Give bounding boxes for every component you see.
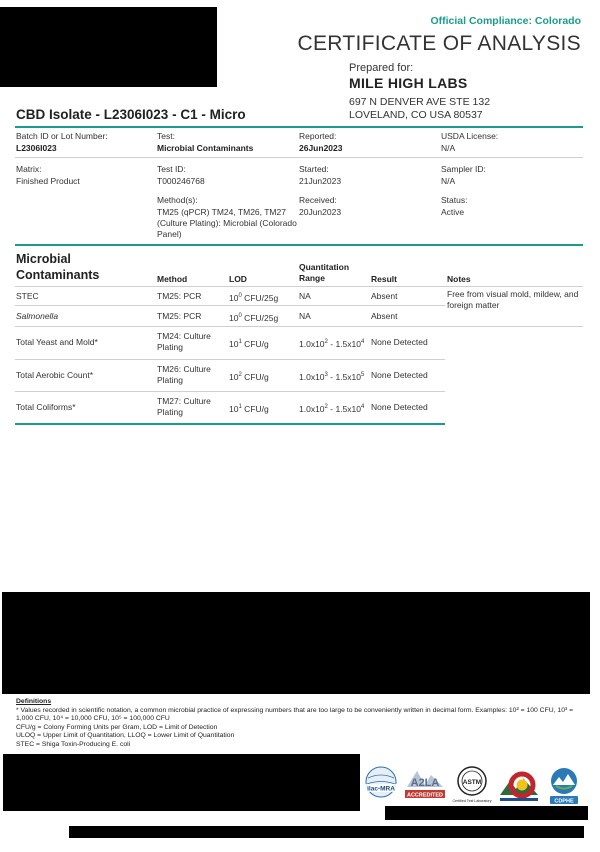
status-value: Active	[441, 207, 465, 217]
title-divider	[15, 126, 583, 128]
result-cell: None Detected	[371, 370, 428, 380]
redaction-logo	[0, 7, 217, 87]
prepared-for-label: Prepared for:	[349, 62, 414, 74]
address-line-1: 697 N DENVER AVE STE 132	[349, 96, 491, 108]
lod-cell: $10^0$ CFU/25g	[229, 292, 279, 303]
lod-cell: $10^1$ CFU/g	[229, 338, 269, 349]
svg-text:ilac-MRA: ilac-MRA	[367, 785, 395, 793]
definition-line: CFU/g = Colony Forming Units per Gram, LOD = Limit of Detection	[16, 723, 218, 731]
header-divider	[15, 286, 583, 287]
reported-value: 26Jun2023	[299, 143, 343, 153]
svg-text:ASTM: ASTM	[462, 779, 482, 786]
result-cell: Absent	[371, 311, 398, 321]
usda-label: USDA License:	[441, 131, 499, 141]
result-cell: None Detected	[371, 337, 428, 347]
methods-label: Method(s):	[157, 195, 198, 205]
method-cell: TM24: Culture Plating	[157, 331, 211, 352]
section-title: Microbial Contaminants	[16, 252, 100, 282]
address-line-2: LOVELAND, CO USA 80537	[349, 109, 483, 121]
testid-label: Test ID:	[157, 164, 186, 174]
testid-value: T000246768	[157, 176, 205, 186]
info-divider-1	[15, 157, 583, 158]
method-cell: TM27: Culture Plating	[157, 396, 211, 417]
client-name: MILE HIGH LABS	[349, 75, 468, 91]
table-bottom-divider	[15, 423, 445, 425]
lod-cell: $10^2$ CFU/g	[229, 371, 269, 382]
range-cell: $1.0x10^3 - 1.5x10^5$	[299, 371, 365, 382]
row-divider	[15, 326, 583, 327]
method-cell: TM25: PCR	[157, 291, 202, 301]
svg-text:Certified Test Laboratory: Certified Test Laboratory	[452, 799, 492, 803]
row-divider	[15, 359, 445, 360]
astm-logo	[450, 764, 494, 806]
product-title: CBD Isolate - L2306I023 - C1 - Micro	[16, 107, 246, 122]
matrix-label: Matrix:	[16, 164, 42, 174]
redaction-footer-right	[385, 806, 588, 820]
test-value: Microbial Contaminants	[157, 143, 254, 153]
definitions	[16, 698, 586, 749]
method-cell: TM26: Culture Plating	[157, 364, 211, 385]
usda-value: N/A	[441, 143, 456, 153]
col-range: Quantitation Range	[299, 262, 350, 283]
col-result: Result	[371, 274, 397, 284]
a2la-logo	[403, 767, 447, 801]
batch-label: Batch ID or Lot Number:	[16, 131, 108, 141]
analyte-cell: Total Aerobic Count*	[16, 370, 94, 380]
lod-cell: $10^0$ CFU/25g	[229, 312, 279, 323]
result-cell: Absent	[371, 291, 398, 301]
received-label: Received:	[299, 195, 337, 205]
started-value: 21Jun2023	[299, 176, 342, 186]
analyte-cell: Total Yeast and Mold*	[16, 337, 98, 347]
definition-line: STEC = Shiga Toxin-Producing E. coli	[16, 740, 131, 748]
definition-line: ULOQ = Upper Limit of Quantitation, LLOQ = Lower Limit of Quantitation	[16, 732, 235, 739]
range-cell: $1.0x10^2 - 1.5x10^4$	[299, 403, 365, 414]
col-method: Method	[157, 274, 188, 284]
status-label: Status:	[441, 195, 468, 205]
svg-text:CDPHE: CDPHE	[554, 798, 574, 805]
lod-cell: $10^1$ CFU/g	[229, 403, 269, 414]
cdphe-logo	[544, 765, 584, 807]
batch-value: L2306I023	[16, 143, 57, 153]
redaction-middle	[2, 592, 590, 694]
sampler-value: N/A	[441, 176, 456, 186]
matrix-value: Finished Product	[16, 176, 80, 186]
range-cell: $1.0x10^2 - 1.5x10^4$	[299, 338, 365, 349]
test-label: Test:	[157, 131, 175, 141]
range-cell: NA	[299, 311, 311, 321]
row-divider	[15, 305, 445, 306]
redaction-footer-left	[3, 754, 360, 811]
methods-value: TM25 (qPCR) TM24, TM26, TM27 (Culture Plating): Microbial (Colorado Panel)	[157, 207, 297, 239]
analyte-cell: Salmonella	[16, 311, 59, 321]
colorado-logo	[496, 765, 542, 807]
row-divider	[15, 391, 445, 392]
svg-text:A2LA: A2LA	[410, 777, 440, 789]
definition-line: * Values recorded in scientific notation, a common microbial practice of expressing numbers that are too large to be conveniently written in decimal form. Examples: 10² = 100 CFU, 10³ = 1,000 CFU, 10⁴ = 10,000 CFU, 10⁵ = 100,000 CFU	[16, 706, 574, 722]
received-value: 20Jun2023	[299, 207, 342, 217]
reported-label: Reported:	[299, 131, 337, 141]
col-notes: Notes	[447, 274, 471, 284]
info-bottom-divider	[15, 244, 583, 246]
redaction-footer-bottom	[69, 826, 584, 838]
started-label: Started:	[299, 164, 329, 174]
analyte-cell: STEC	[16, 291, 39, 301]
notes-cell: Free from visual mold, mildew, and foreign matter	[447, 289, 579, 310]
range-cell: NA	[299, 291, 311, 301]
method-cell: TM25: PCR	[157, 311, 202, 321]
analyte-cell: Total Coliforms*	[16, 402, 76, 412]
col-lod: LOD	[229, 274, 247, 284]
definitions-title: Definitions	[16, 698, 52, 705]
result-cell: None Detected	[371, 402, 428, 412]
sampler-label: Sampler ID:	[441, 164, 486, 174]
ilac-mra-logo	[361, 764, 401, 804]
svg-text:ACCREDITED: ACCREDITED	[406, 792, 444, 799]
document-title: CERTIFICATE OF ANALYSIS	[297, 32, 581, 55]
compliance-label: Official Compliance: Colorado	[430, 15, 581, 27]
